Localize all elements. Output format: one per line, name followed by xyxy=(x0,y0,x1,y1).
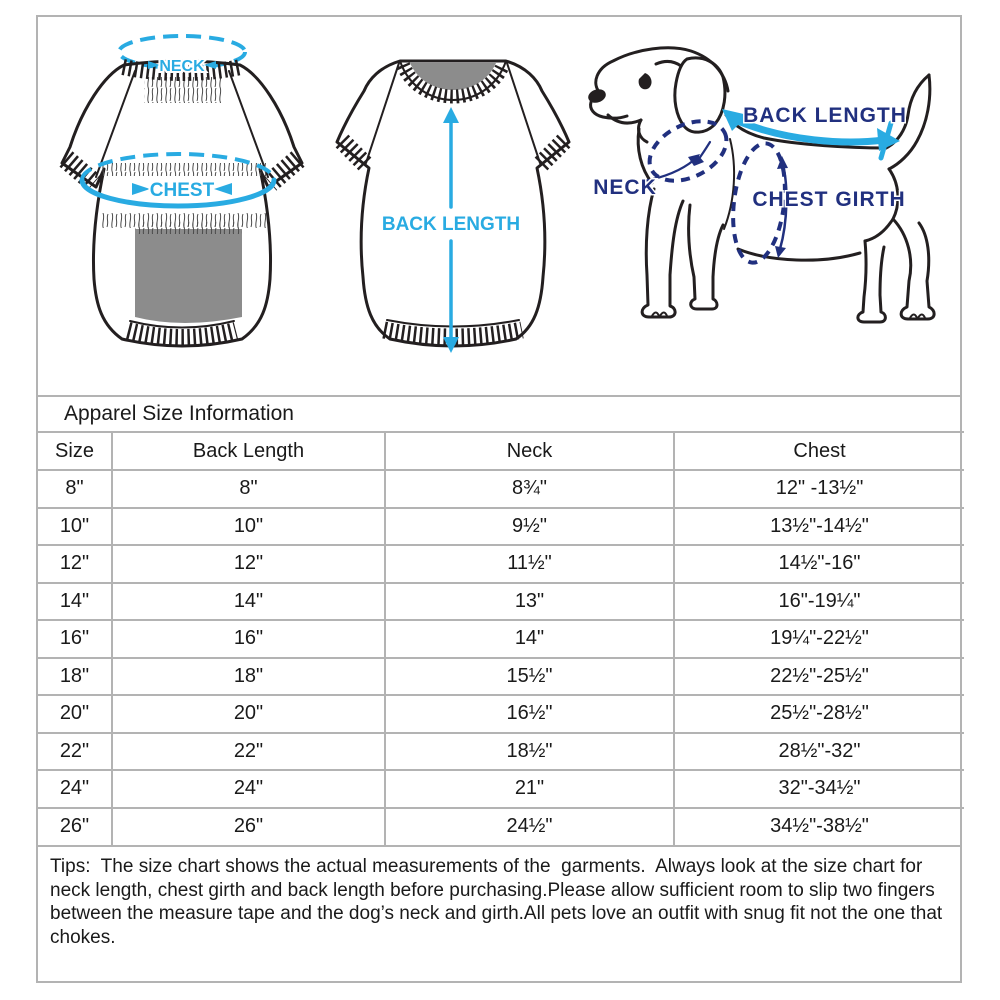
dog-thigh-line xyxy=(865,219,893,241)
table-cell: 8" xyxy=(38,470,112,508)
table-cell: 16"-19¼" xyxy=(674,583,964,621)
table-cell: 13½"-14½" xyxy=(674,508,964,546)
dog-head-outline xyxy=(596,48,728,93)
dog-shoulder-line xyxy=(724,139,734,229)
table-cell: 11½" xyxy=(385,545,674,583)
column-header-neck: Neck xyxy=(385,432,674,470)
table-cell: 16" xyxy=(38,620,112,658)
collar-inner-gray xyxy=(410,63,496,90)
table-cell: 21" xyxy=(385,770,674,808)
table-cell: 12" -13½" xyxy=(674,470,964,508)
table-row xyxy=(38,583,964,621)
table-cell: 16" xyxy=(112,620,385,658)
table-cell: 10" xyxy=(38,508,112,546)
table-row xyxy=(38,770,964,808)
table-cell: 18" xyxy=(112,658,385,696)
dog-hind-leg-far xyxy=(858,241,886,322)
garment-back-body xyxy=(337,61,569,346)
measurement-diagrams-svg xyxy=(38,17,960,395)
table-cell: 18" xyxy=(38,658,112,696)
garment-back-illustration xyxy=(337,61,569,353)
neck-label-front: NECK xyxy=(159,58,205,75)
table-cell: 16½" xyxy=(385,695,674,733)
table-row xyxy=(38,658,964,696)
back-length-arrowhead-up-icon xyxy=(443,107,459,123)
measurement-diagrams xyxy=(38,17,960,395)
dog-belly-line xyxy=(738,249,860,260)
dog-front-leg-near xyxy=(642,189,683,317)
chest-label-front: CHEST xyxy=(149,180,215,201)
header-row xyxy=(38,432,964,470)
fur-texture-panel-edge xyxy=(135,222,242,234)
size-table xyxy=(38,431,964,845)
table-cell: 22" xyxy=(38,733,112,771)
back-length-label-garment: BACK LENGTH xyxy=(381,214,521,235)
table-cell: 8" xyxy=(112,470,385,508)
table-cell: 34½"-38½" xyxy=(674,808,964,846)
table-row xyxy=(38,733,964,771)
back-length-label-dog: BACK LENGTH xyxy=(743,104,907,127)
chest-arrowhead-left-icon xyxy=(132,183,150,195)
table-cell: 24½" xyxy=(385,808,674,846)
column-header-back-length: Back Length xyxy=(112,432,385,470)
size-chart-sheet xyxy=(36,15,962,983)
table-cell: 24" xyxy=(38,770,112,808)
table-title-row xyxy=(38,395,960,431)
table-cell: 22" xyxy=(112,733,385,771)
table-row xyxy=(38,470,964,508)
table-title: Apparel Size Information xyxy=(64,402,294,425)
fur-texture-chest-top xyxy=(100,163,266,176)
table-cell: 10" xyxy=(112,508,385,546)
table-cell: 14" xyxy=(38,583,112,621)
column-header-size: Size xyxy=(38,432,112,470)
hem-ribbing xyxy=(128,331,236,338)
dog-eye xyxy=(639,73,652,89)
table-cell: 28½"-32" xyxy=(674,733,964,771)
gray-panel xyxy=(135,229,242,323)
back-hem-ribbing xyxy=(384,330,522,337)
table-row xyxy=(38,508,964,546)
table-cell: 12" xyxy=(112,545,385,583)
column-header-chest: Chest xyxy=(674,432,964,470)
garment-front-illustration xyxy=(62,36,302,346)
table-cell: 25½"-28½" xyxy=(674,695,964,733)
dog-illustration xyxy=(586,48,934,322)
table-cell: 12" xyxy=(38,545,112,583)
table-cell: 8¾" xyxy=(385,470,674,508)
table-cell: 18½" xyxy=(385,733,674,771)
chest-girth-label-dog: CHEST GIRTH xyxy=(752,188,906,211)
table-cell: 14" xyxy=(385,620,674,658)
table-row xyxy=(38,620,964,658)
table-cell: 22½"-25½" xyxy=(674,658,964,696)
table-cell: 20" xyxy=(112,695,385,733)
table-row xyxy=(38,808,964,846)
table-cell: 14" xyxy=(112,583,385,621)
table-row xyxy=(38,545,964,583)
table-row xyxy=(38,695,964,733)
tips-note: Tips: The size chart shows the actual measurements of the garments. Always look at the size chart for neck length, chest girth and back length before purchasing.Please allow sufficient room to slip two fingers between the measure tape and the dog’s neck and girth.All pets love an outfit with snug fit not the one that chokes. xyxy=(38,845,960,981)
dog-chest-arrowhead-down-icon xyxy=(775,246,786,258)
dog-eyebrow xyxy=(656,61,681,66)
dog-front-leg-far xyxy=(689,205,723,309)
table-cell: 26" xyxy=(38,808,112,846)
chest-arrowhead-right-icon xyxy=(214,183,232,195)
table-cell: 19¼"-22½" xyxy=(674,620,964,658)
table-cell: 24" xyxy=(112,770,385,808)
table-cell: 20" xyxy=(38,695,112,733)
table-cell: 32"-34½" xyxy=(674,770,964,808)
table-cell: 14½"-16" xyxy=(674,545,964,583)
table-cell: 26" xyxy=(112,808,385,846)
table-cell: 15½" xyxy=(385,658,674,696)
table-cell: 9½" xyxy=(385,508,674,546)
table-cell: 13" xyxy=(385,583,674,621)
neck-label-dog: NECK xyxy=(593,176,657,199)
back-hem-inner-line xyxy=(387,320,519,327)
